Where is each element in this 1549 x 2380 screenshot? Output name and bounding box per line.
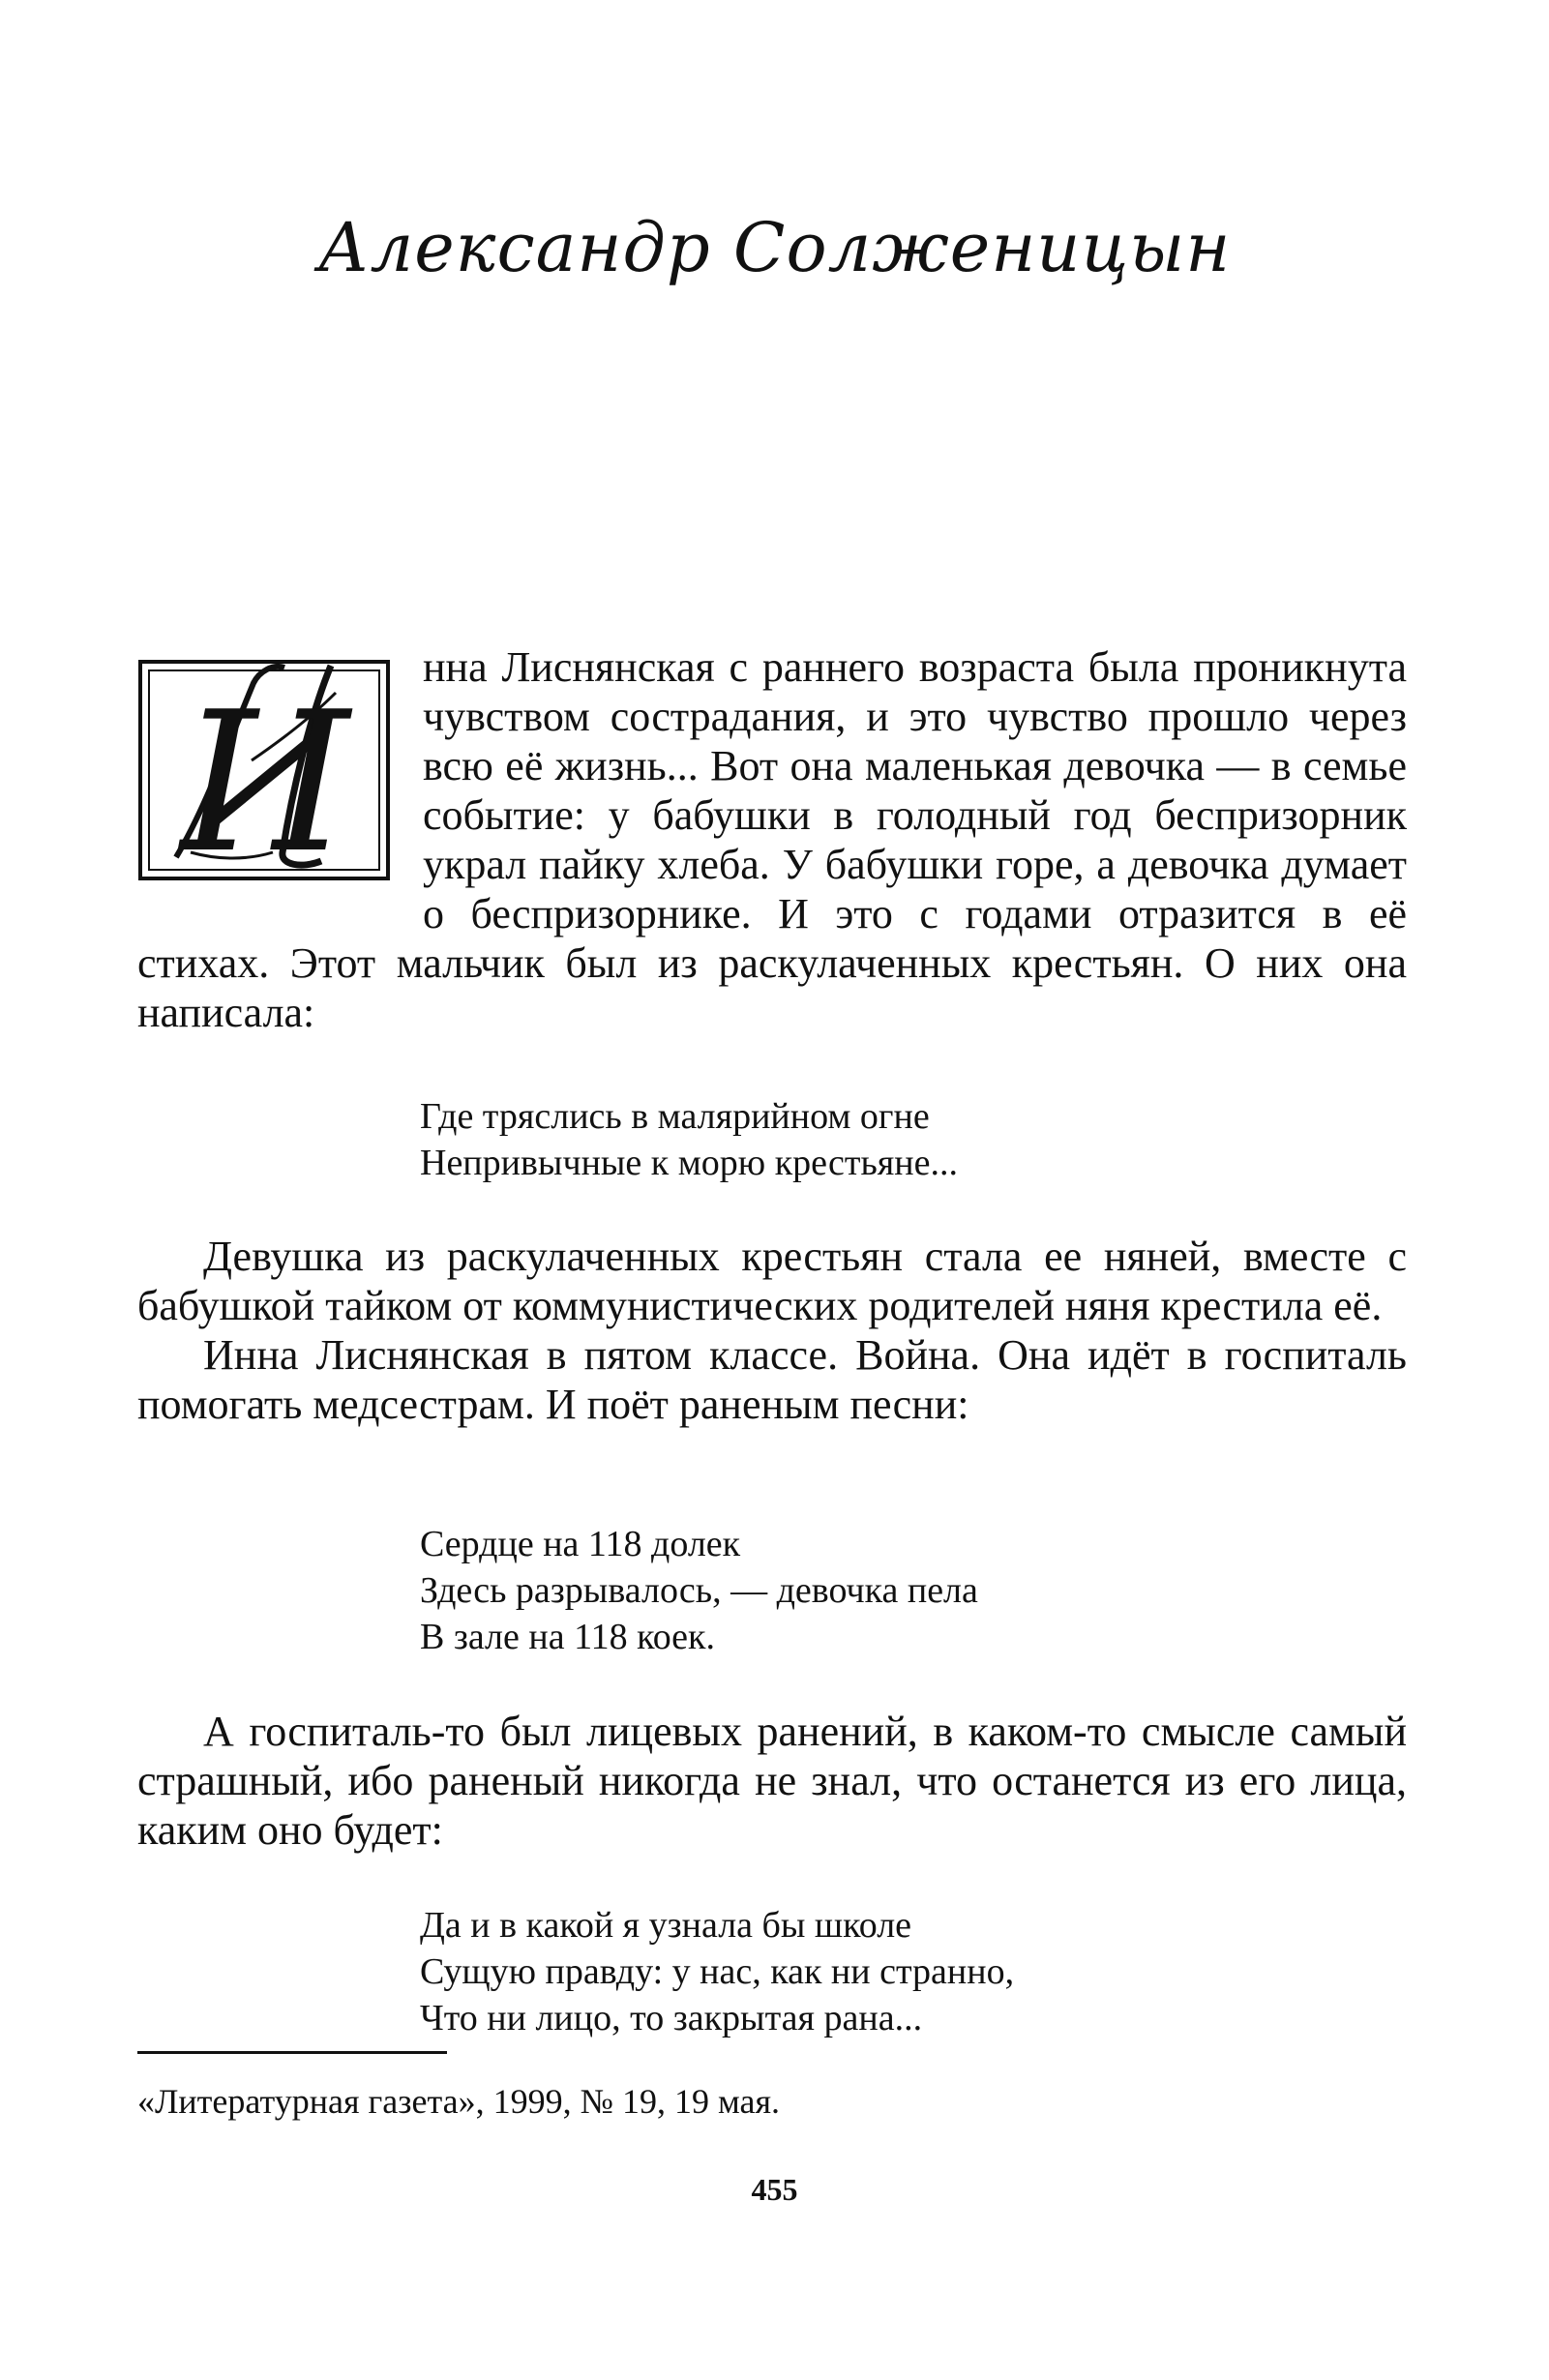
body-section-1: [137, 1232, 1407, 1429]
poem-2-line: Сердце на 118 долек: [420, 1524, 741, 1564]
dropcap-ornament: [137, 654, 394, 884]
dropcap-letter: И: [180, 670, 350, 884]
intro-paragraph: [137, 642, 1407, 1037]
dropcap-frame-icon: [137, 654, 394, 884]
poem-2: [420, 1521, 978, 1660]
footnote-divider: [137, 2051, 447, 2054]
poem-3-line: Да и в какой я узнала бы школе: [420, 1905, 912, 1946]
author-heading: Александр Солженицын: [317, 208, 1232, 287]
body-paragraph: А госпиталь-то был лицевых ранений, в каком-то смысле самый страшный, ибо раненый никогда не знал, что останется из его лица, каким оно будет:: [137, 1708, 1407, 1854]
body-paragraph: Девушка из раскулаченных крестьян стала ее няней, вместе с бабушкой тайком от коммунистических родителей няня крестила её.: [137, 1233, 1407, 1329]
poem-3: [420, 1902, 1014, 2041]
body-section-2: [137, 1707, 1407, 1855]
poem-3-line: Что ни лицо, то закрытая рана...: [420, 1998, 923, 2038]
poem-1-line: Где тряслись в малярийном огне: [420, 1096, 930, 1137]
poem-2-line: Здесь разрывалось, — девочка пела: [420, 1570, 978, 1611]
footnote: «Литературная газета», 1999, № 19, 19 мая.: [137, 2082, 781, 2121]
poem-1: [420, 1093, 958, 1186]
page-number: 455: [751, 2172, 798, 2207]
intro-text: нна Лиснянская с раннего возраста была проникнута чувством сострадания, и это чувство прошло через всю её жизнь... Вот она маленькая девочка — в семье событие: у бабушки в голодный год беспризорник украл пайку хлеба. У бабушки горе, а девочка думает о беспризорнике. И это с годами отразится в её стихах. Этот мальчик был из раскулаченных крестьян. О них она написала:: [137, 643, 1407, 1036]
body-paragraph: Инна Лиснянская в пятом классе. Война. Она идёт в госпиталь помогать медсестрам. И поёт раненым песни:: [137, 1331, 1407, 1428]
poem-3-line: Сущую правду: у нас, как ни странно,: [420, 1951, 1015, 1992]
poem-1-line: Непривычные к морю крестьяне...: [420, 1143, 958, 1183]
poem-2-line: В зале на 118 коек.: [420, 1617, 716, 1657]
